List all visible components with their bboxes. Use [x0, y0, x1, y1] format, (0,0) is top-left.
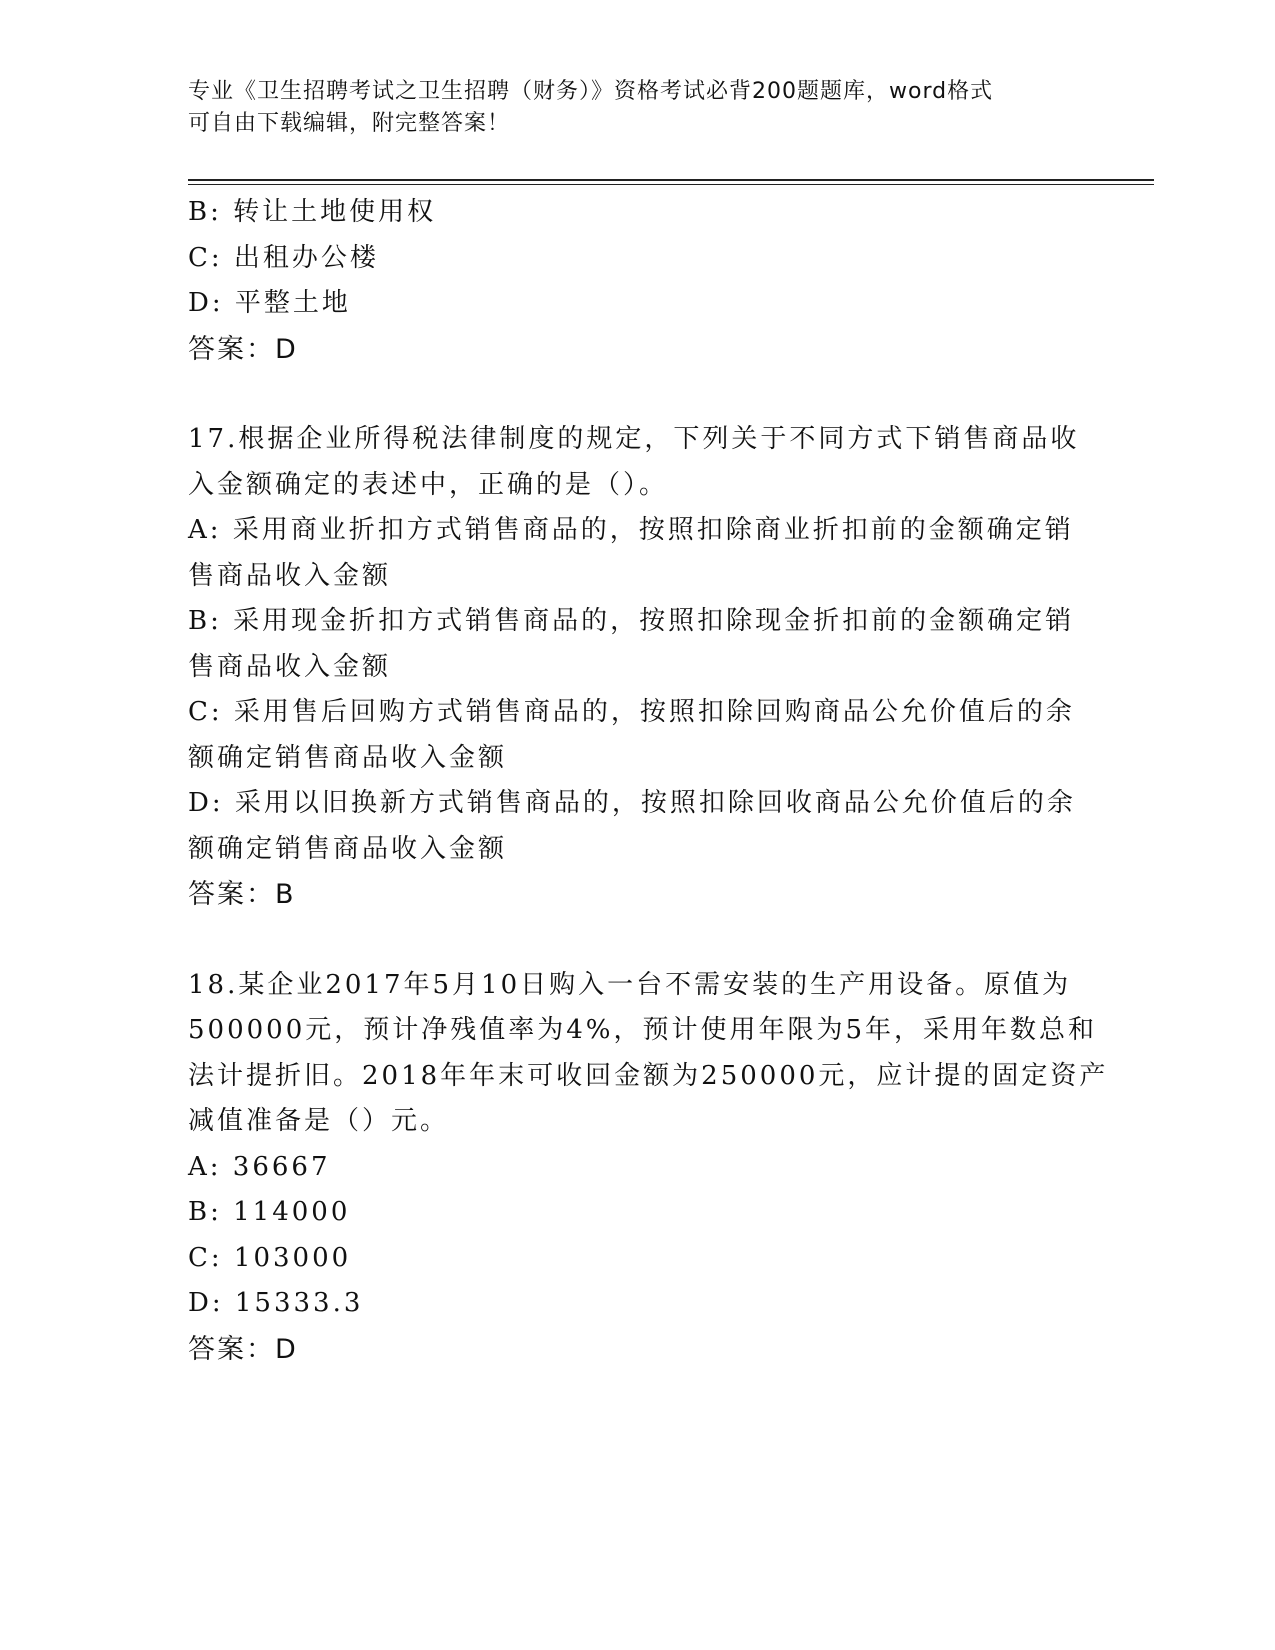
- option-c: 额确定销售商品收入金额: [188, 742, 508, 773]
- header-divider: [188, 179, 1154, 185]
- question-content: [188, 190, 1109, 1372]
- option-a: 售商品收入金额: [188, 560, 392, 591]
- document-header: [188, 76, 1068, 140]
- option-b: B: 采用现金折扣方式销售商品的，按照扣除现金折扣前的金额确定销: [188, 606, 1075, 636]
- option-c: C: 103000: [188, 1242, 352, 1273]
- option-b: B: 114000: [188, 1197, 351, 1227]
- answer: 答案：B: [188, 879, 296, 910]
- question-stem: 500000元，预计净残值率为4%，预计使用年限为5年，采用年数总和: [188, 1015, 1098, 1045]
- answer: 答案：D: [188, 333, 298, 365]
- question-stem: 18.某企业2017年5月10日购入一台不需安装的生产用设备。原值为: [188, 969, 1072, 1000]
- question-stem: 17.根据企业所得税法律制度的规定，下列关于不同方式下销售商品收: [188, 424, 1080, 454]
- question-17: [188, 417, 1088, 918]
- option-d: D: 15333.3: [188, 1288, 364, 1318]
- option-a: A: 36667: [188, 1151, 331, 1182]
- question-gap: [188, 372, 1088, 417]
- option-b: 售商品收入金额: [188, 651, 392, 682]
- question-stem: 法计提折旧。2018年年末可收回金额为250000元，应计提的固定资产: [188, 1060, 1109, 1091]
- option-c: C: 出租办公楼: [188, 242, 379, 273]
- header-line-1: 专业《卫生招聘考试之卫生招聘（财务）》资格考试必背200题题库，word格式: [188, 79, 994, 104]
- header-line-2: 可自由下载编辑，附完整答案！: [188, 111, 511, 136]
- question-stem: 入金额确定的表述中，正确的是（）。: [188, 469, 669, 500]
- option-b: B: 转让土地使用权: [188, 197, 437, 227]
- question-18: [188, 963, 1109, 1373]
- option-d: D: 平整土地: [188, 288, 351, 318]
- question-gap: [188, 918, 1088, 963]
- option-d: D: 采用以旧换新方式销售商品的，按照扣除回收商品公允价值后的余: [188, 788, 1076, 818]
- question-16: [188, 190, 1088, 372]
- answer: 答案：D: [188, 1333, 298, 1365]
- option-c: C: 采用售后回购方式销售商品的，按照扣除回购商品公允价值后的余: [188, 697, 1075, 727]
- option-a: A: 采用商业折扣方式销售商品的，按照扣除商业折扣前的金额确定销: [188, 515, 1074, 545]
- option-d: 额确定销售商品收入金额: [188, 833, 508, 864]
- question-stem: 减值准备是（）元。: [188, 1106, 450, 1136]
